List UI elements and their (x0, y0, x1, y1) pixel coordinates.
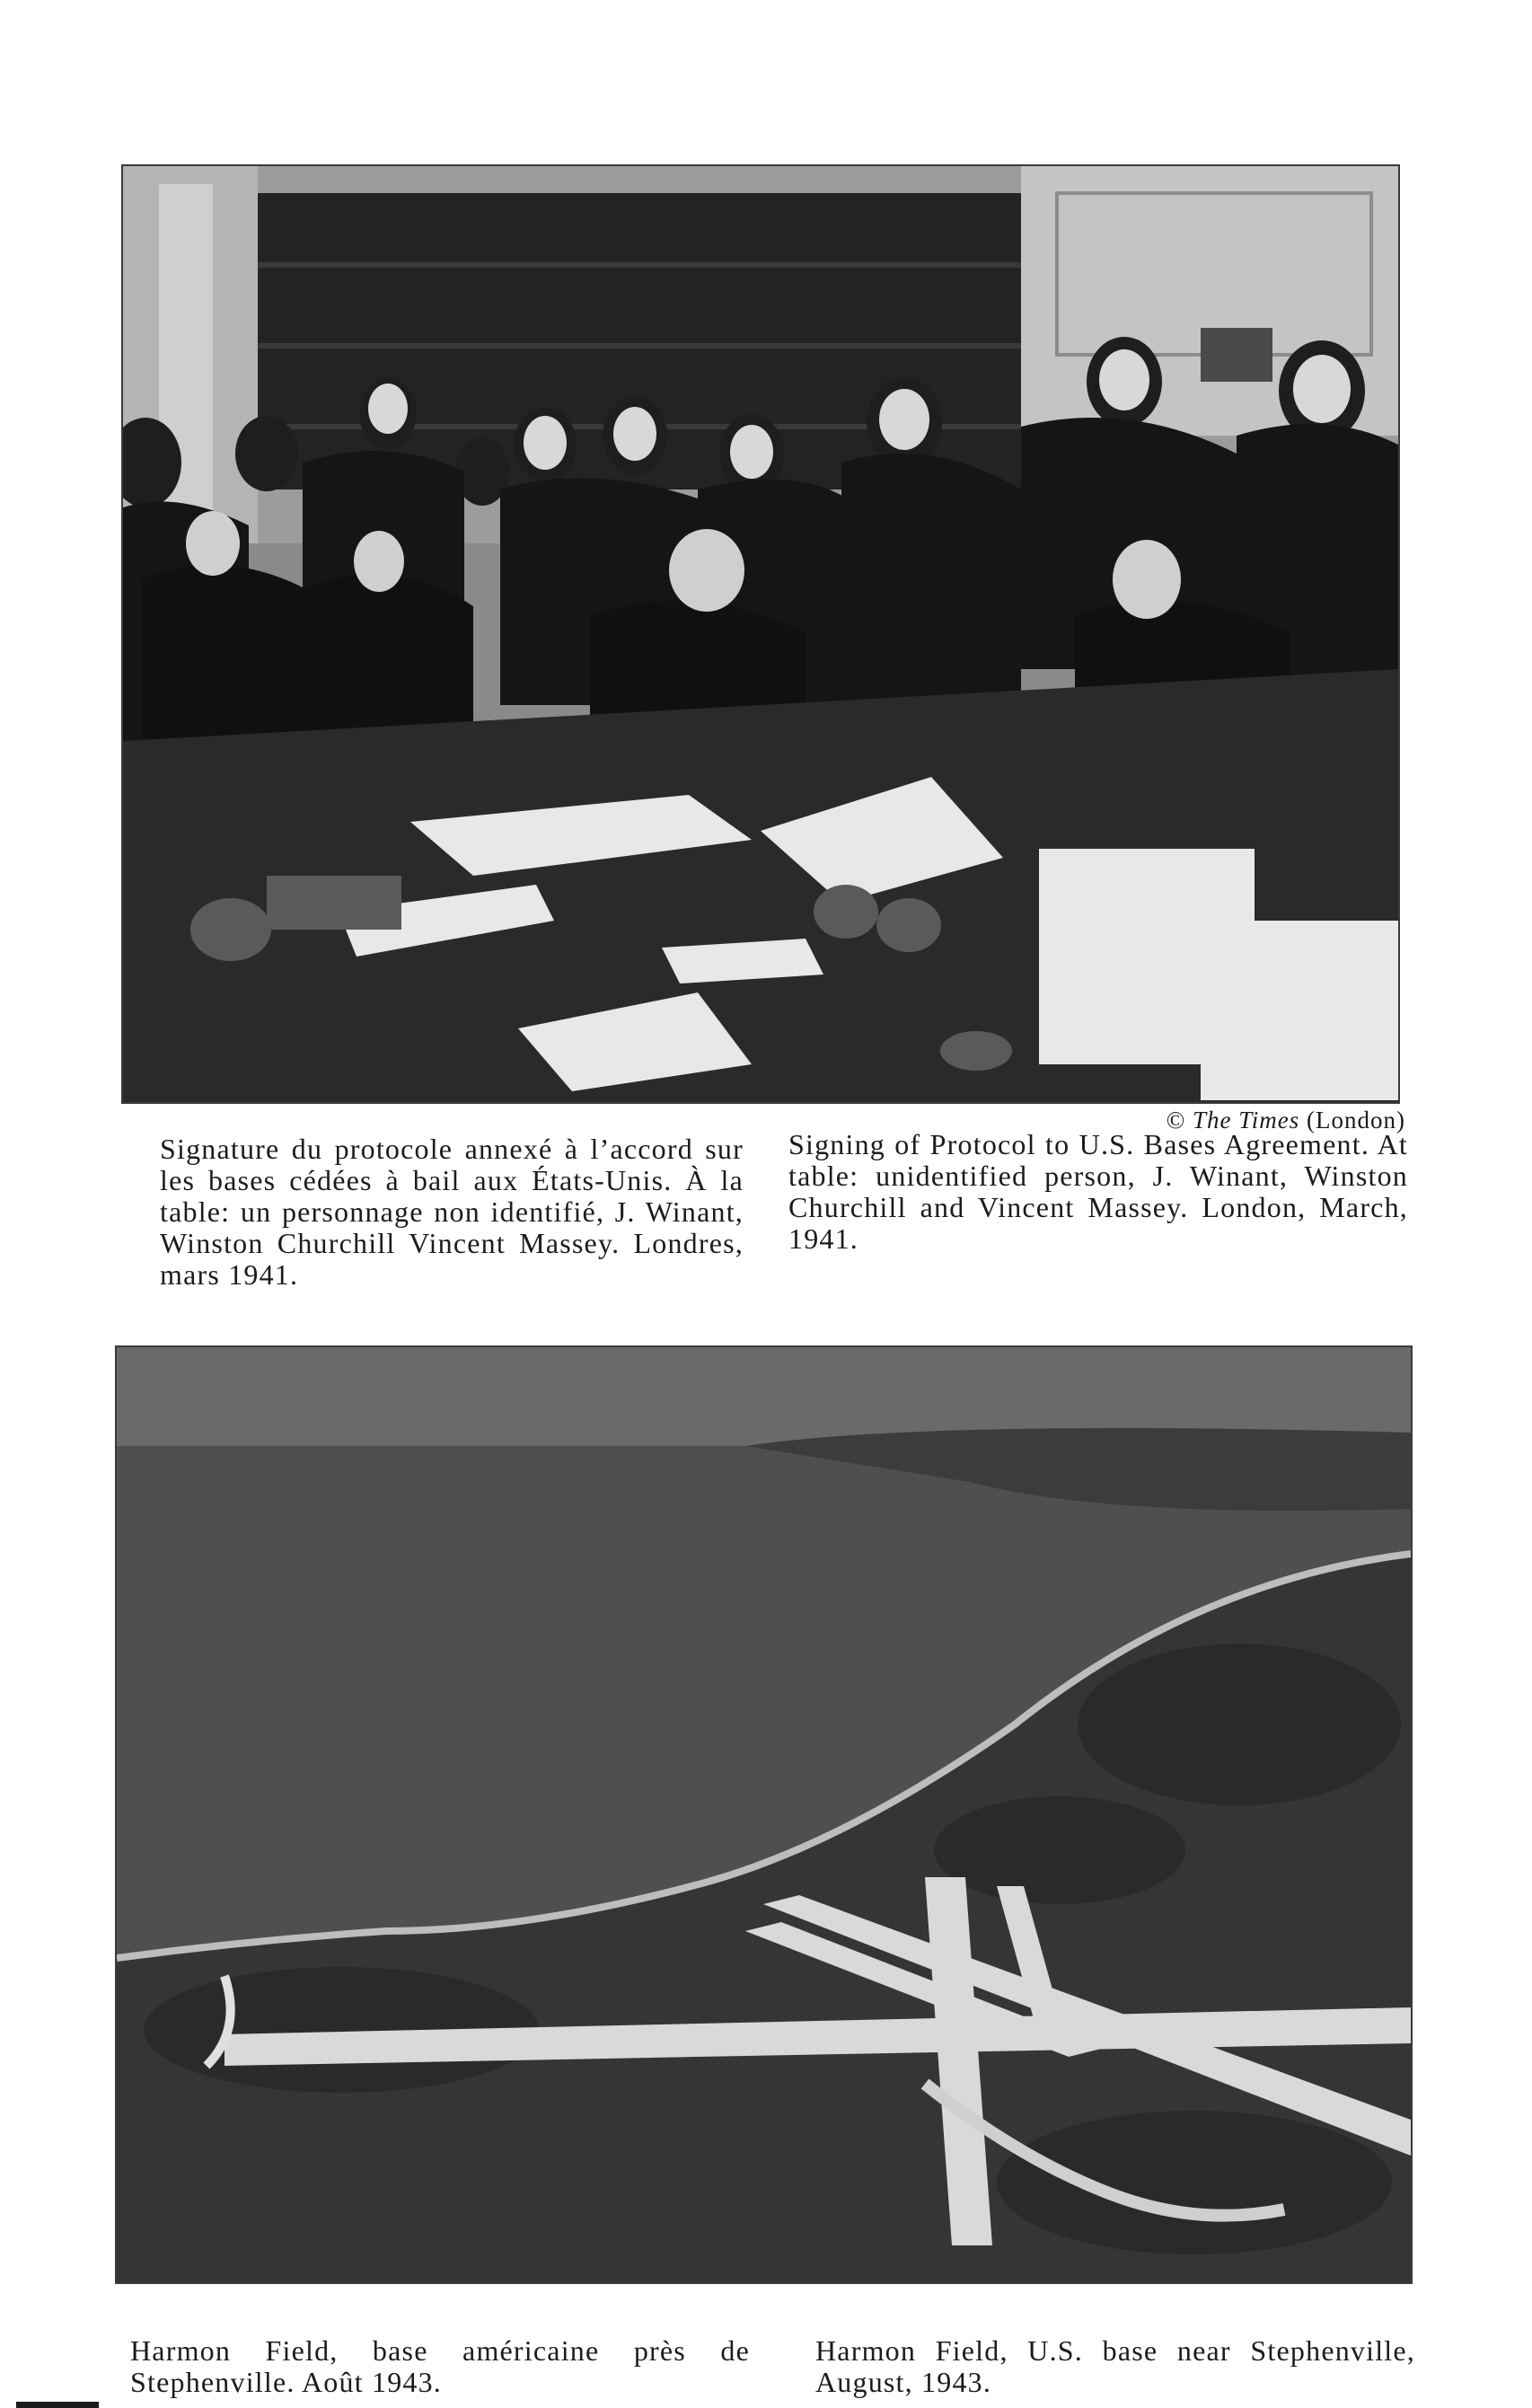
caption-signing-en: Signing of Protocol to U.S. Bases Agreement. At table: unidentified person, J. Winant, Winston Churchill and Vincent Massey. London, March, 1941. (788, 1128, 1408, 1255)
signing-photo (121, 164, 1400, 1104)
credit-place: (London) (1307, 1107, 1405, 1133)
caption-harmon-fr: Harmon Field, base américaine près de Stephenville. Août 1943. (130, 2334, 750, 2398)
credit-publication: The Times (1192, 1107, 1300, 1133)
credit-symbol: © (1166, 1107, 1186, 1133)
page-edge-mark (16, 2402, 99, 2408)
caption-harmon-en: Harmon Field, U.S. base near Stephenville, August, 1943. (815, 2334, 1415, 2398)
caption-signing-fr: Signature du protocole annexé à l’accord sur les bases cédées à bail aux États-Unis. À la table: un personnage non identifié, J. Winant, Winston Churchill Vincent Massey. Londres, mars 1941. (160, 1133, 744, 1291)
harmon-field-photo-image (117, 1347, 1411, 2282)
harmon-field-photo (115, 1345, 1413, 2284)
signing-photo-image (123, 166, 1398, 1102)
